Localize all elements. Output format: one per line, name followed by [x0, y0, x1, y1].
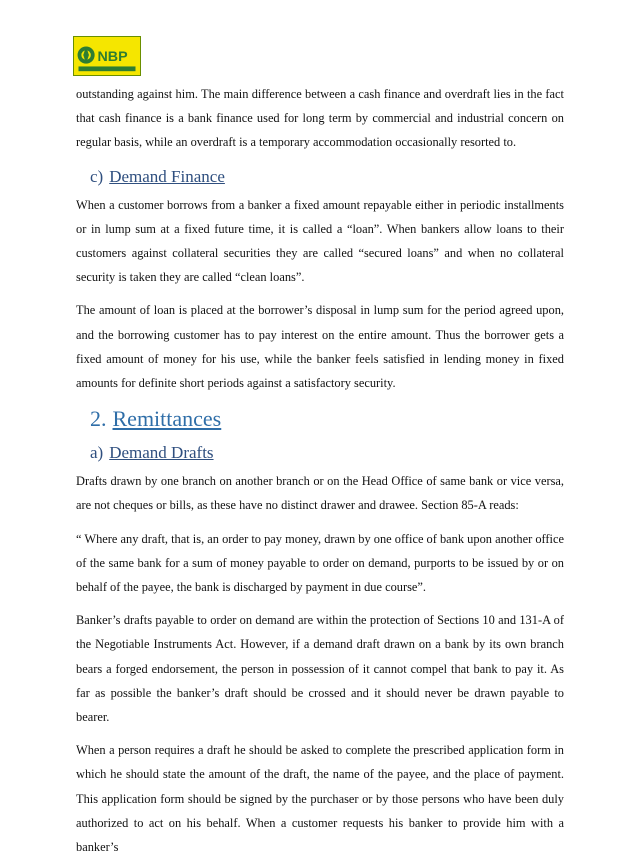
heading-text: Demand Drafts: [109, 443, 214, 463]
paragraph-drafts-quote: “ Where any draft, that is, an order to pay money, drawn by one office of bank upon another office of the same bank for a sum of money payable to order on demand, purports to be issued by or on behalf of the payee, the bank is discharged by payment in due course”.: [76, 531, 564, 595]
logo-text: NBP: [97, 48, 128, 65]
paragraph-intro: outstanding against him. The main difference between a cash finance and overdraft lies in the fact that cash finance is a bank finance used for long term by commercial and industrial concern on regular basis, while an overdraft is a temporary accommodation occasionally resorted to.: [76, 87, 564, 150]
paragraph-demand-finance-1: When a customer borrows from a banker a fixed amount repayable either in periodic installments or in lump sum at a fixed future time, it is called a “loan”. When bankers allow loans to their customers against collateral securities they are called “secured loans” and when no collateral security is taken they are called “clean loans”.: [76, 197, 564, 285]
document-body: [76, 82, 564, 868]
heading-remittances: [90, 404, 564, 434]
paragraph-demand-finance-2: The amount of loan is placed at the borrower’s disposal in lump sum for the period agreed upon, and the borrowing customer has to pay interest on the entire amount. Thus the borrower gets a fixed amount of money for his use, while the banker feels satisfied in lending money in fixed amounts for definite short periods against a satisfactory security.: [76, 303, 564, 391]
heading-number: a): [90, 443, 104, 463]
heading-number: c): [90, 166, 104, 186]
nbp-logo: [73, 36, 141, 76]
paragraph-drafts-3: When a person requires a draft he should be asked to complete the prescribed application form in which he should state the amount of the draft, the name of the payee, and the place of payment. This application form should be signed by the purchaser or by those persons who have been duly authorized to act on his behalf. When a customer requests his banker to provide him with a banker’s: [76, 743, 564, 855]
heading-demand-drafts: [90, 440, 564, 466]
heading-text: Demand Finance: [109, 166, 225, 186]
heading-text: Remittances: [112, 406, 222, 432]
nbp-logo-graphic: [74, 37, 140, 75]
paragraph-drafts-2: Banker’s drafts payable to order on demand are within the protection of Sections 10 and 131-A of the Negotiable Instruments Act. However, if a demand draft drawn on a bank by its own branch bears a forged endorsement, the person in possession of it cannot compel that bank to pay it. As far as possible the banker’s draft should be crossed and it should never be drawn payable to bearer.: [76, 613, 564, 725]
paragraph-drafts-1: Drafts drawn by one branch on another branch or on the Head Office of same bank or vice versa, are not cheques or bills, as these have no distinct drawer and drawee. Section 85-A reads:: [76, 474, 564, 513]
heading-number: 2.: [90, 406, 107, 432]
heading-demand-finance: [90, 164, 564, 190]
